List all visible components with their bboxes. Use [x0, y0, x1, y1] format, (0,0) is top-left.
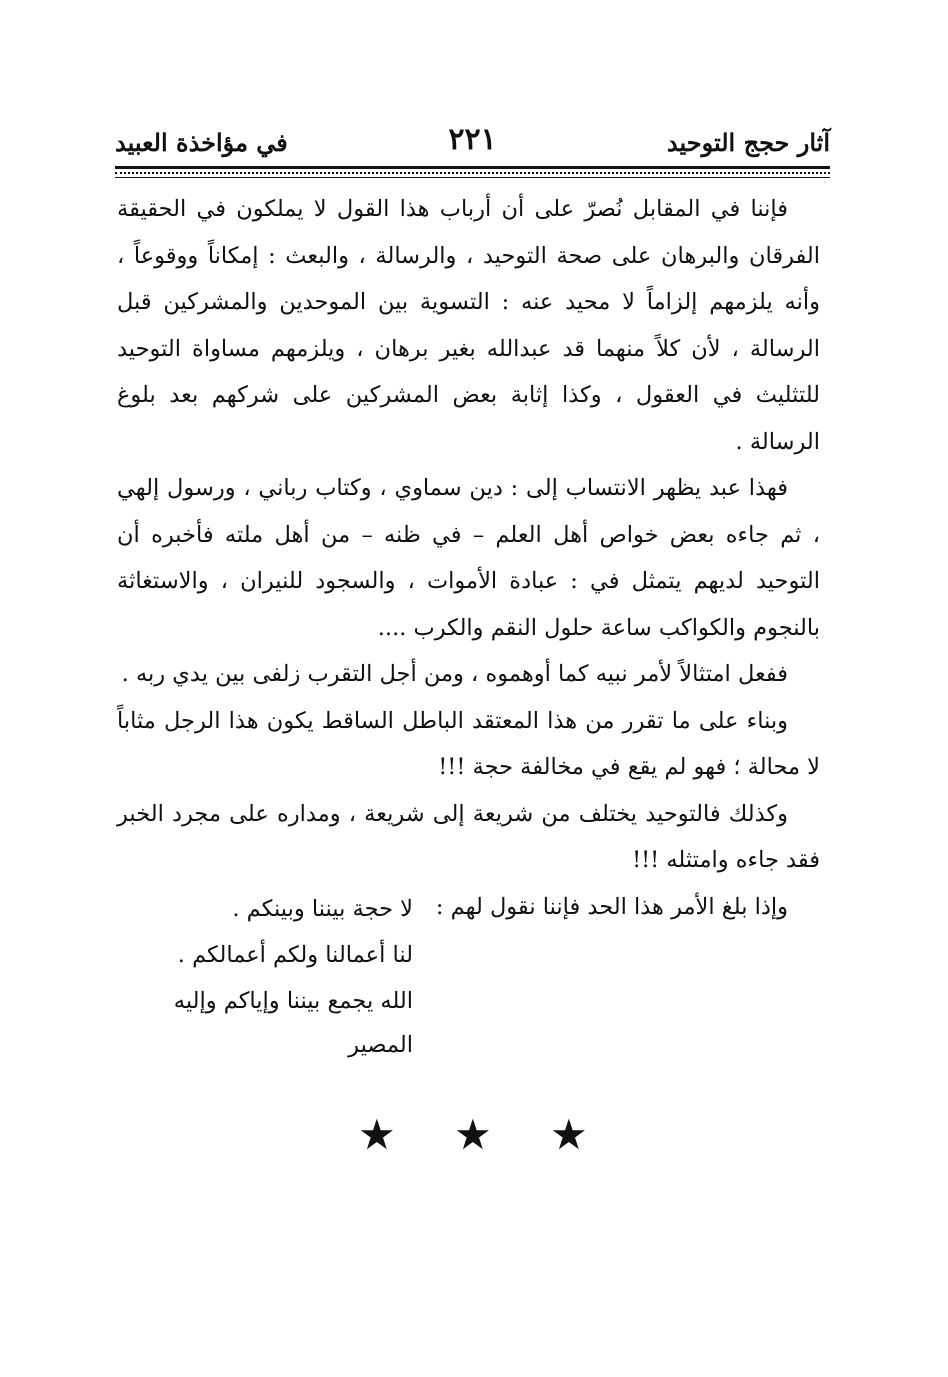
section-end-ornament	[350, 1110, 600, 1160]
header-rule-dotted	[115, 172, 830, 174]
star-icon: ★	[454, 1110, 492, 1159]
verse-line-1: لا حجة بيننا وبينكم .	[232, 896, 413, 922]
star-icon: ★	[358, 1110, 396, 1159]
book-title: آثار حجج التوحيد	[666, 128, 830, 157]
page-number: ٢٢١	[448, 122, 497, 157]
body-text	[117, 186, 820, 930]
verse-line-3: الله يجمع بيننا وإياكم وإليه المصير	[173, 988, 413, 1058]
paragraph-3: ففعل امتثالاً لأمر نبيه كما أوهموه ، ومن أجل التقرب زلفى بين يدي ربه .	[121, 661, 788, 687]
header-rule-thin	[115, 177, 830, 178]
paragraph-1: فإننا في المقابل نُصرّ على أن أرباب هذا القول لا يملكون في الحقيقة الفرقان والبرهان على صحة التوحيد ، والرسالة ، والبعث : إمكاناً ووقوعاً ، وأنه يلزمهم إلزاماً لا محيد عنه : التسوية بين الموحدين والمشركين قبل الرسالة ، لأن كلاً منهما قد عبدالله بغير برهان ، ويلزمهم مساواة التوحيد للتثليث في العقول ، وكذا إثابة بعض المشركين على شركهم بعد بلوغ الرسالة .	[117, 196, 820, 455]
paragraph-6: وإذا بلغ الأمر هذا الحد فإننا نقول لهم :	[435, 893, 788, 920]
paragraph-5: وكذلك فالتوحيد يختلف من شريعة إلى شريعة ، ومداره على مجرد الخبر فقد جاءه وامتثله !!!	[117, 800, 820, 873]
verse-line-2: لنا أعمالنا ولكم أعمالكم .	[177, 942, 413, 968]
header-rule-thick	[115, 166, 830, 169]
running-header	[115, 118, 830, 160]
chapter-title: في مؤاخذة العبيد	[115, 128, 288, 157]
star-icon: ★	[550, 1110, 588, 1159]
paragraph-4: وبناء على ما تقرر من هذا المعتقد الباطل الساقط يكون هذا الرجل مثاباً لا محالة ؛ فهو لم يقع في مخالفة حجة !!!	[117, 707, 820, 780]
paragraph-2: فهذا عبد يظهر الانتساب إلى : دين سماوي ، وكتاب رباني ، ورسول إلهي ، ثم جاءه بعض خواص أهل العلم – في ظنه – من أهل ملته فأخبره أن التوحيد لديهم يتمثل في : عبادة الأموات ، والسجود للنيران ، والاستغاثة بالنجوم والكواكب ساعة حلول النقم والكرب ....	[117, 475, 820, 641]
